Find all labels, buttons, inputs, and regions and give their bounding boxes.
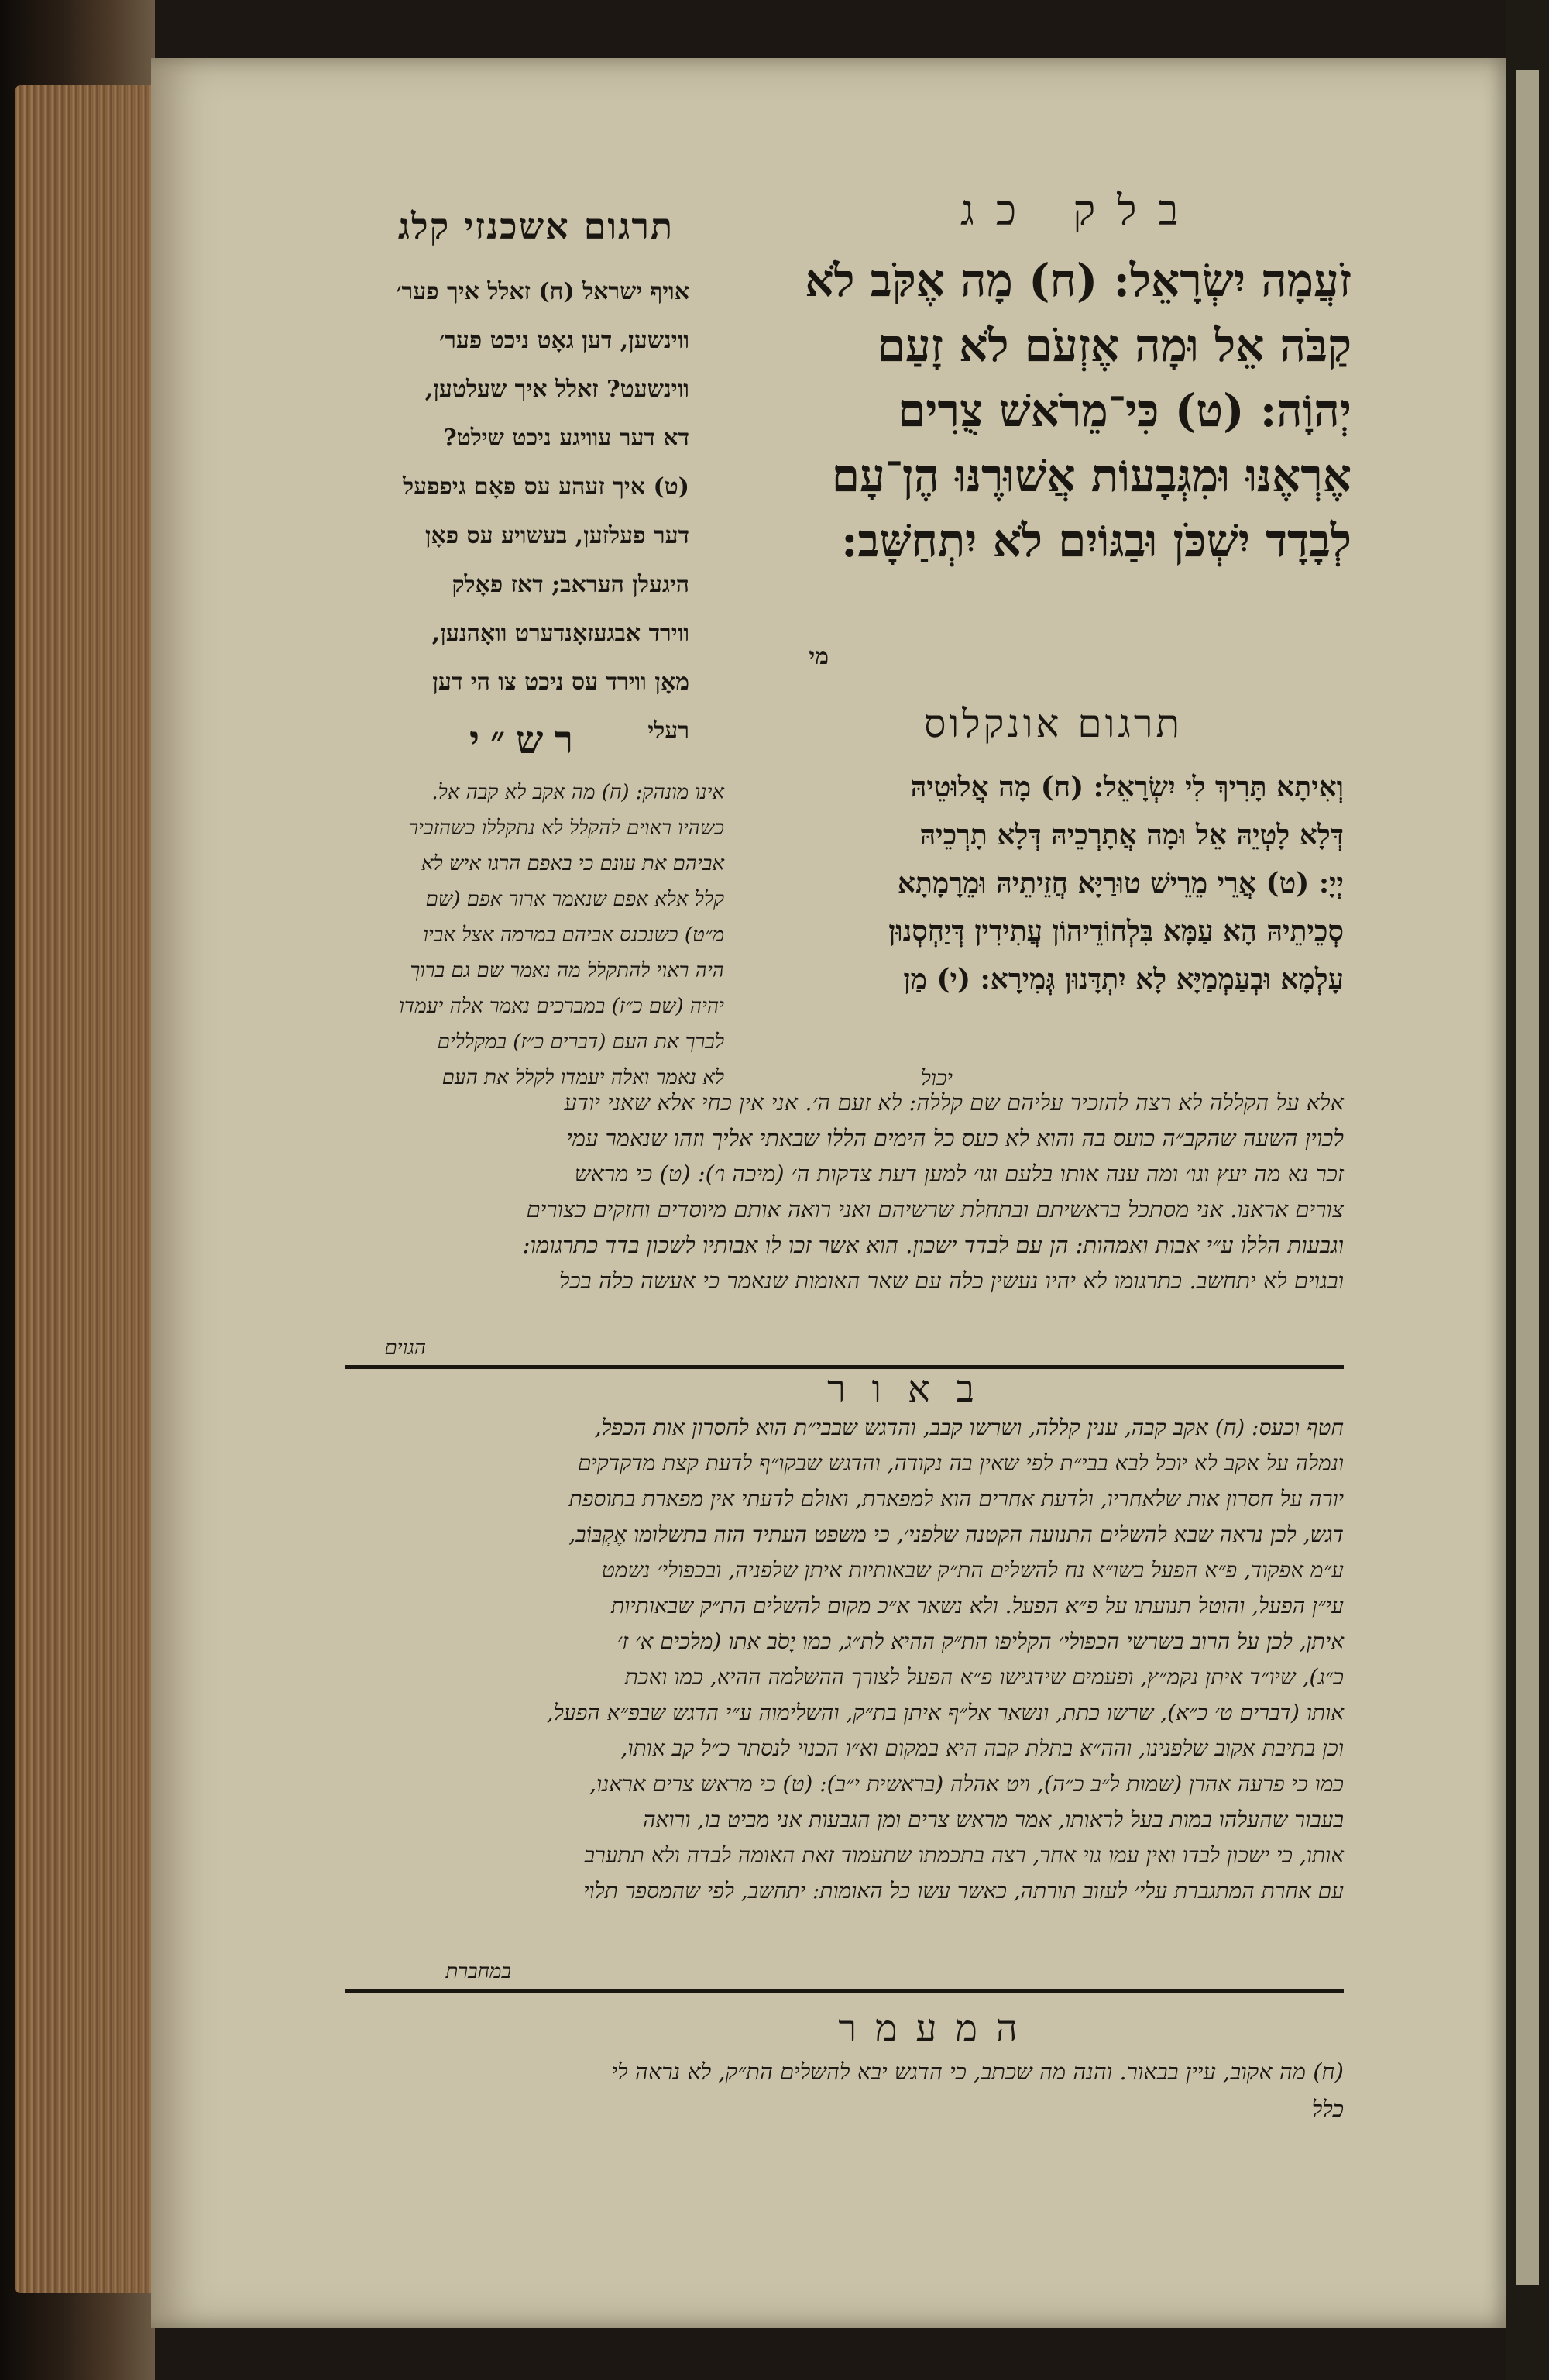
rashi-line: אינו מונהק: (ח) מה אקב לא קבה אל. <box>431 781 724 804</box>
yiddish-line: היגעלן העראב; דאז פאָלק <box>452 571 689 598</box>
catchword-verse: מי <box>809 643 829 670</box>
yiddish-line: דער פעלזען, בעשויע עס פאָן <box>424 522 689 549</box>
rashi-line: היה ראוי להתקלל מה נאמר שם גם ברוך <box>410 959 724 982</box>
rashi-column <box>329 775 724 1095</box>
yiddish-line: דא דער עוויגע ניכט שילט? <box>443 425 689 452</box>
rashi-title: רש״י <box>469 717 585 762</box>
rashi-cont-line: צורים אראנו. אני מסתכל בראשיתם ובתחלת שרשיהם ואני רואה אותם מיוסדים וחזקים כצורים <box>526 1196 1344 1223</box>
verse-line: לְבָדָד יִשְׁכֹּן וּבַגּוֹיִם לֹא יִתְחַשָּׁב: <box>841 514 1352 567</box>
rashi-line: יהיה (שם כ״ז) במברכים נאמר אלה יעמדו <box>399 995 724 1018</box>
parasha-header: בלק כג <box>960 186 1200 235</box>
catchword-onkelos: יכול <box>920 1065 953 1091</box>
rashi-continuation <box>333 1085 1344 1298</box>
rashi-cont-line: ובגוים לא יתחשב. כתרגומו לא יהיו נעשין כלה עם שאר האומות שנאמר כי אעשה כלה בכל <box>558 1267 1344 1294</box>
rashi-cont-line: וגבעות הללו ע״י אבות ואמהות: הן עם לבדד ישכון. הוא אשר זכו לו אבותיו לשכון בדד כתרגומו: <box>522 1232 1344 1258</box>
biur-line: וכן בתיבת אקוב שלפנינו, והה״א בתלת קבה היא במקום וא״ו הכנוי לנסתר כ״ל קב אותו, <box>620 1735 1344 1761</box>
biur-line: ונמלה על אקב לא יוכל לבא בבי״ת לפי שאין בה נקודה, והדגש שבקו״ף לדעת קצת מדקדקים <box>577 1450 1344 1476</box>
biur-line: חטף וכעס: (ח) אקב קבה, ענין קללה, ושרשו קבב, והדגש שבבי״ת הוא לחסרון אות הכפל, <box>594 1415 1344 1440</box>
catchword-biur: במחברת <box>445 1960 511 1983</box>
biur-line: כמו כי פרעה אהרן (שמות ל״ב כ״ה), ויט אהלה (בראשית י״ב): (ט) כי מראש צרים אראנו, <box>589 1771 1344 1797</box>
yiddish-line: ווירד אבגעזאָנדערט וואָהנען, <box>431 620 689 647</box>
hamaamar-line: כלל <box>1311 2096 1344 2122</box>
biur-line: יורה על חסרון אות שלאחריו, ולדעת אחרים הוא למפארת, ואולם לדעתי אין מפארת בתוספת <box>568 1486 1344 1512</box>
biur-line: עי״ן הפעל, והוטל תנועתו על פ״א הפעל. ולא נשאר א״כ מקום להשלים הת״ק שבאותיות <box>611 1593 1344 1618</box>
onkelos-text <box>740 763 1344 1003</box>
yiddish-line: רעלי <box>647 717 689 745</box>
rashi-cont-line: לכוין השעה שהקב״ה כועס בה והוא לא כעס כל הימים הללו שבאתי אליך וזהו שנאמר עמי <box>566 1125 1344 1151</box>
biur-line: דגש, לכן נראה שבא להשלים התנועה הקטנה שלפני׳, כי משפט העתיד הזה בתשלומו אֶקְבּוֹב, <box>568 1522 1344 1547</box>
onkelos-line: סְכֵיתֵיהּ הָא עַמָּא בִּלְחוֹדֵיהוֹן עֲתִידִין דְּיַחְסְנוּן <box>888 915 1344 948</box>
catchword-rashi: הגוים <box>384 1336 426 1360</box>
yiddish-translation-header: תרגום אשכנזי קלג <box>397 205 674 247</box>
rashi-line: קלל אלא אפם שנאמר ארור אפם (שם <box>425 888 724 911</box>
rashi-cont-line: אלא על הקללה לא רצה להזכיר עליהם שם קללה: לא זעם ה׳. אני אין כחי אלא שאני יודע <box>564 1089 1344 1116</box>
onkelos-line: וְאִיתָא תָּרִיךְ לִי יִשְׂרָאֵל: (ח) מָה אֲלוּטֵיהּ <box>910 771 1344 803</box>
hamaamar-text <box>345 2053 1344 2127</box>
yiddish-line: ווינשעט? זאלל איך שעלטען, <box>424 376 689 403</box>
yiddish-translation-block <box>325 267 689 755</box>
yiddish-line: מאָן ווירד עס ניכט צו הי דען <box>432 669 689 696</box>
yiddish-line: ווינשען, דען גאָט ניכט פער׳ <box>439 327 689 354</box>
onkelos-title: תרגום אונקלוס <box>924 701 1183 746</box>
yiddish-line: אויף ישראל (ח) זאלל איך פער׳ <box>396 278 689 305</box>
onkelos-line: עָלְמָא וּבְעַמְמַיָּא לָא יִתְדָּנוּן גְּמִירָא: (י) מַן <box>903 963 1344 996</box>
rashi-line: לא נאמר ואלה יעמדו לקלל את העם <box>441 1066 724 1089</box>
biur-title: באור <box>827 1367 1001 1411</box>
biur-line: אותו, כי ישכון לבדו ואין עמו גוי אחר, רצה בתכמתו שתעמוד זאת האומה לבדה ולא תתערב <box>584 1842 1344 1868</box>
yiddish-line: (ט) איך זעהע עס פאָם גיפפעל <box>403 473 689 500</box>
verse-line: קַבֹּה אֵל וּמָה אֶזְעֹם לֹא זָעַם <box>877 319 1352 372</box>
verse-line: יְהוָֹה: (ט) כִּי־מֵרֹאשׁ צֻרִים <box>898 384 1352 437</box>
facing-page-sliver <box>1516 70 1539 2285</box>
rashi-line: מ״ט) כשנכנס אביהם במרמה אצל אביו <box>423 923 724 947</box>
onkelos-line: יְיָ: (ט) אֲרֵי מֵרֵישׁ טוּרַיָּא חֲזֵיתֵיהּ וּמֵרָמָתָא <box>897 867 1344 899</box>
hamaamar-line: (ח) מה אקוב, עיין בבאור. והנה מה שכתב, כי הדגש יבא להשלים הת״ק, לא נראה לי <box>611 2058 1344 2085</box>
facing-page-edge <box>1506 0 1549 2380</box>
biur-line: ע״מ אפקוד, פ״א הפעל בשו״א נח להשלים הת״ק שבאותיות איתן שלפניה, ובכפולי׳ נשמט <box>601 1557 1344 1583</box>
verse-line: זֹעֲמָה יִשְׂרָאֵל: (ח) מָה אֶקֹּב לֹא <box>805 254 1352 307</box>
rashi-line: לברך את העם (דברים כ״ז) במקללים <box>437 1030 724 1054</box>
rashi-cont-line: זכר נא מה יעץ וגו׳ ומה ענה אותו בלעם וגו׳ למען דעת צדקות ה׳ (מיכה ו׳): (ט) כי מראש <box>574 1161 1344 1187</box>
onkelos-line: דְּלָא לָטְיֵהּ אֵל וּמָה אֲתָרְכֵיהּ דְּלָא תָרְכֵיהּ <box>919 819 1344 851</box>
biur-line: איתן, לכן על הרוב בשרשי הכפולי׳ הקליפו הת״ק ההיא לת״ג, כמו יָסֹב אתו (מלכים א׳ ז׳ <box>617 1629 1344 1654</box>
biur-text <box>341 1410 1344 1909</box>
section-divider <box>345 1989 1344 1993</box>
verse-line: אֶרְאֶנּוּ וּמִגְּבָעוֹת אֲשׁוּרֶנּוּ הֶן־עָם <box>831 449 1352 502</box>
rashi-line: כשהיו ראוים להקלל לא נתקללו כשהזכיר <box>408 817 724 840</box>
biur-line: עם אחרת המתגברת עלי׳ לעזוב תורתה, כאשר עשו כל האומות: יתחשב, לפי שהמספר תלוי <box>583 1878 1344 1904</box>
biur-line: בעבור שהעלהו במות בעל לראותו, אמר מראש צרים ומן הגבעות אני מביט בו, ורואה <box>643 1807 1344 1832</box>
torah-verse-block <box>732 248 1352 573</box>
hamaamar-title: המעמר <box>838 2007 1036 2050</box>
rashi-line: אביהם את עונם כי באפם הרגו איש לא <box>421 852 724 875</box>
biur-line: כ״ג), שיו״ד איתן נקמ״ץ, ופעמים שידגישו פ״א הפעל לצורך ההשלמה ההיא, כמו ואכת <box>624 1664 1344 1690</box>
biur-line: אותו (דברים ט׳ כ״א), שרשו כתת, ונשאר אל״ף איתן בת״ק, והשלימוה ע״י הדגש שבפ״א הפעל, <box>546 1700 1344 1725</box>
page-block-edge <box>15 85 159 2293</box>
